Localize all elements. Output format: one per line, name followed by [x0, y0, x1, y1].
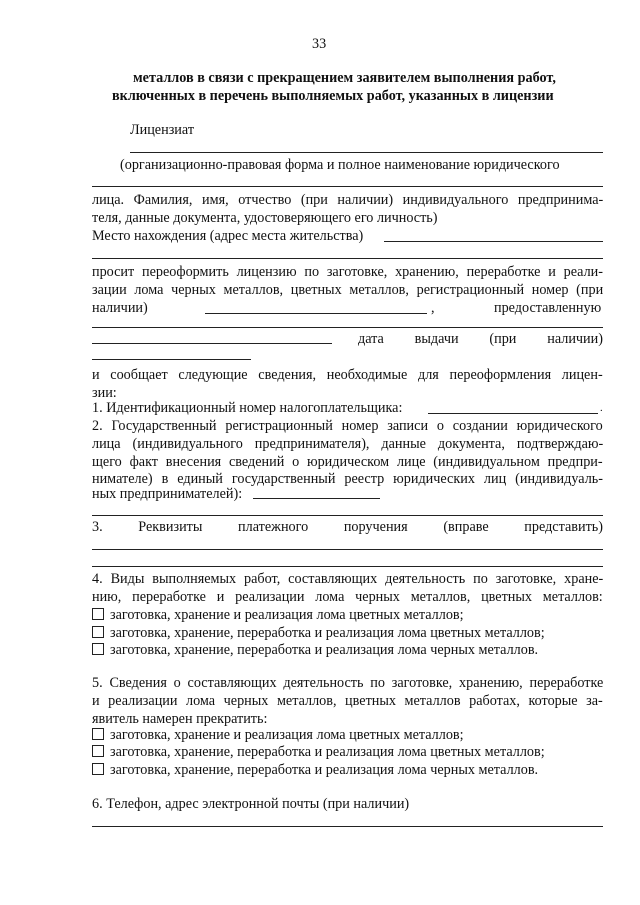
- reports-line-2: зии:: [92, 385, 117, 401]
- location-field-continued[interactable]: [92, 258, 603, 259]
- issue-field[interactable]: [92, 343, 332, 344]
- checkbox[interactable]: [92, 728, 104, 740]
- inn-field[interactable]: [428, 413, 598, 414]
- item4-option-1-label: заготовка, хранение и реализация лома цветных металлов;: [110, 607, 464, 623]
- item5-option-2: [92, 744, 545, 761]
- provided-to-field[interactable]: [92, 327, 603, 328]
- licensee-label: Лицензиат: [130, 122, 195, 138]
- item5-line-3: явитель намерен прекратить:: [92, 711, 268, 727]
- person-caption-line-1: лица. Фамилия, имя, отчество (при наличии) индивидуального предпринима-: [92, 192, 604, 208]
- item4-line-1: 4. Виды выполняемых работ, составляющих деятельность по заготовке, хране-: [92, 571, 604, 587]
- item6-text: 6. Телефон, адрес электронной почты (при наличии): [92, 796, 410, 812]
- page-number: 33: [312, 36, 327, 52]
- item2-line-1: 2. Государственный регистрационный номер записи о создании юридического: [92, 418, 603, 434]
- item5-line-1: 5. Сведения о составляющих деятельность по заготовке, хранению, переработке: [92, 675, 604, 691]
- item5-option-3-label: заготовка, хранение, переработка и реализация лома черных металлов.: [110, 762, 539, 778]
- org-form-caption: (организационно-правовая форма и полное наименование юридического: [120, 157, 560, 173]
- item3-word-provide: представить): [524, 519, 603, 535]
- request-line-1: просит переоформить лицензию по заготовке, хранению, переработке и реали-: [92, 264, 603, 280]
- item4-option-1: [92, 607, 464, 624]
- checkbox[interactable]: [92, 745, 104, 757]
- item2-line-2: лица (индивидуального предпринимателя), данные документа, подтверждаю-: [92, 436, 604, 452]
- item3-word-order: поручения: [343, 519, 408, 535]
- issue-word-available: наличии): [547, 331, 603, 347]
- org-name-field[interactable]: [92, 186, 603, 187]
- reports-line-1: и сообщает следующие сведения, необходимые для переоформления лицен-: [92, 367, 603, 383]
- issue-word-issue: выдачи: [414, 331, 459, 347]
- payment-field-2[interactable]: [92, 566, 603, 567]
- item4-line-2: нию, переработке и реализации лома черных металлов, цветных металлов:: [92, 589, 603, 605]
- item3-word-optional: (вправе: [443, 519, 489, 535]
- item1-end: .: [600, 403, 603, 414]
- item5-line-2: и реализации лома черных металлов, цветных металлов работах, которые за-: [92, 693, 603, 709]
- item3-number: 3.: [92, 519, 103, 535]
- heading-line-1: металлов в связи с прекращением заявителем выполнения работ,: [133, 70, 556, 86]
- person-caption-line-2: теля, данные документа, удостоверяющего его личность): [92, 210, 438, 226]
- request-line-2: зации лома черных металлов, цветных металлов, регистрационный номер (при: [92, 282, 604, 298]
- item2-line-5: ных предпринимателей):: [92, 486, 243, 502]
- registration-number-field[interactable]: [205, 313, 427, 314]
- item5-option-2-label: заготовка, хранение, переработка и реализация лома цветных металлов;: [110, 744, 545, 760]
- item4-option-2: [92, 625, 545, 642]
- location-label: Место нахождения (адрес места жительства): [92, 228, 364, 244]
- issue-date-line: [358, 331, 603, 348]
- checkbox[interactable]: [92, 626, 104, 638]
- item4-option-3: [92, 642, 538, 659]
- item3-word-details: Реквизиты: [138, 519, 203, 535]
- item4-option-2-label: заготовка, хранение, переработка и реализация лома цветных металлов;: [110, 625, 545, 641]
- ogrn-field-continued[interactable]: [92, 515, 603, 516]
- licensee-name-field[interactable]: [130, 152, 603, 153]
- item1-text: 1. Идентификационный номер налогоплательщика:: [92, 400, 403, 416]
- checkbox[interactable]: [92, 643, 104, 655]
- ogrn-field[interactable]: [253, 498, 380, 499]
- item5-option-1: [92, 727, 464, 744]
- item3-word-payment: платежного: [238, 519, 309, 535]
- issue-date-field[interactable]: [92, 359, 251, 360]
- request-line-3-comma: ,: [431, 300, 435, 316]
- item4-option-3-label: заготовка, хранение, переработка и реализация лома черных металлов.: [110, 642, 539, 658]
- item2-line-3: щего факт внесения сведений о юридическом лице (индивидуальном предпри-: [92, 454, 603, 470]
- payment-field-1[interactable]: [92, 549, 603, 550]
- request-line-3-left: наличии): [92, 300, 148, 316]
- request-line-3-right: предоставленную: [494, 300, 602, 316]
- checkbox[interactable]: [92, 608, 104, 620]
- item5-option-1-label: заготовка, хранение и реализация лома цветных металлов;: [110, 727, 464, 743]
- contact-field[interactable]: [92, 826, 603, 827]
- item3-line: [92, 519, 603, 536]
- heading-line-2: включенных в перечень выполняемых работ, указанных в лицензии: [112, 88, 554, 104]
- item2-line-4: нимателе) в единый государственный реестр юридических лиц (индивидуаль-: [92, 471, 603, 487]
- checkbox[interactable]: [92, 763, 104, 775]
- location-field[interactable]: [384, 241, 603, 242]
- issue-word-date: дата: [358, 331, 384, 347]
- item5-option-3: [92, 762, 538, 779]
- issue-word-if: (при: [489, 331, 517, 347]
